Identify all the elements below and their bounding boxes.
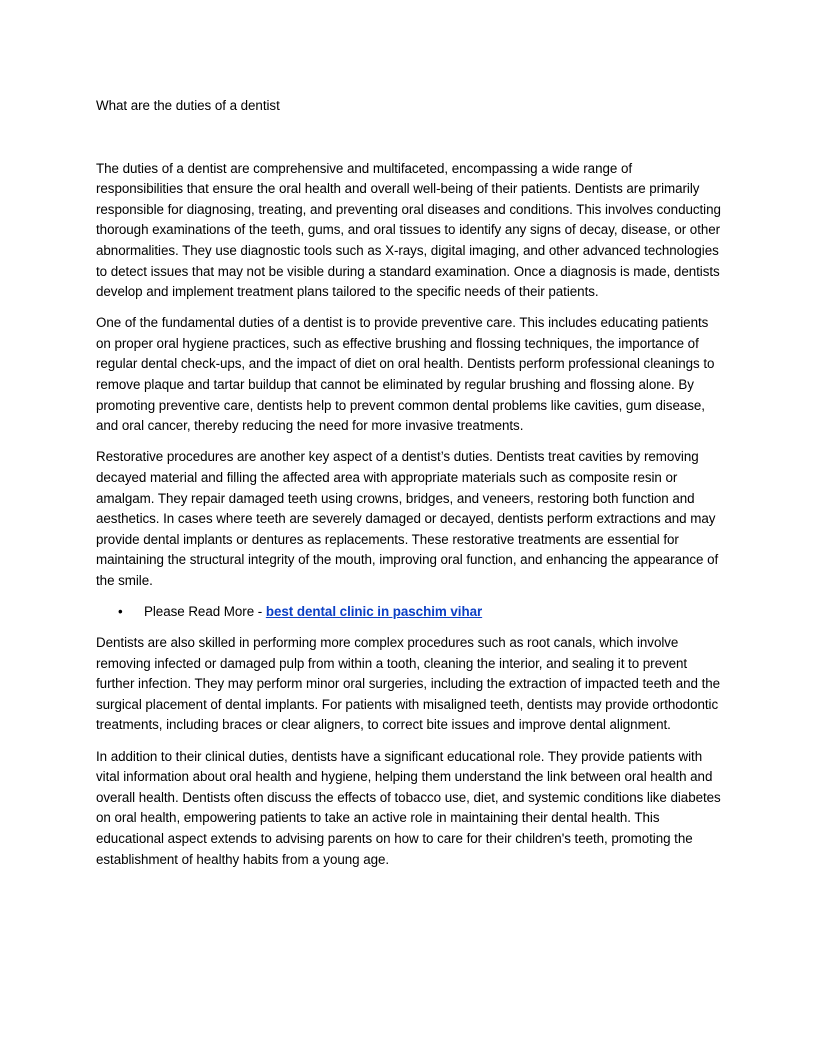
- dental-clinic-link[interactable]: best dental clinic in paschim vihar: [265, 603, 483, 619]
- paragraph-restorative: Restorative procedures are another key aspect of a dentist’s duties. Dentists treat cavities by removing decayed material and filling the affected area with appropriate materials such as composite resin or amalgam. They repair damaged teeth using crowns, bridges, and veneers, restoring both function and aesthetics. In cases where teeth are severely damaged or decayed, dentists perform extractions and may provide dental implants or dentures as replacements. These restorative treatments are essential for maintaining the structural integrity of the mouth, improving oral function, and enhancing the appearance of the smile.: [96, 449, 719, 588]
- paragraph-educational-role: In addition to their clinical duties, dentists have a significant educational role. They provide patients with vital information about oral health and hygiene, helping them understand the link between oral health and overall health. Dentists often discuss the effects of tobacco use, diet, and systemic conditions like diabetes on oral health, empowering patients to take an active role in maintaining their dental health. This educational aspect extends to advising parents on how to care for their children's teeth, promoting the establishment of healthy habits from a young age.: [96, 748, 721, 867]
- paragraph-intro: The duties of a dentist are comprehensive and multifaceted, encompassing a wide range of responsibilities that ensure the oral health and overall well-being of their patients. Dentists are primarily responsible for diagnosing, treating, and preventing oral diseases and conditions. This involves conducting thorough examinations of the teeth, gums, and oral tissues to identify any signs of decay, disease, or other abnormalities. They use diagnostic tools such as X-rays, digital imaging, and other advanced technologies to detect issues that may not be visible during a standard examination. Once a diagnosis is made, dentists develop and implement treatment plans tailored to the specific needs of their patients.: [96, 160, 721, 300]
- read-more-list: [96, 602, 722, 623]
- bullet-icon: •: [118, 603, 123, 619]
- document-title: What are the duties of a dentist: [96, 98, 280, 113]
- paragraph-preventive-care: One of the fundamental duties of a dentist is to provide preventive care. This includes educating patients on proper oral hygiene practices, such as effective brushing and flossing techniques, the importance of regular dental check-ups, and the impact of diet on oral health. Dentists perform professional cleanings to remove plaque and tartar buildup that cannot be eliminated by regular brushing and flossing alone. By promoting preventive care, dentists help to prevent common dental problems like cavities, gum disease, and oral cancer, thereby reducing the need for more invasive treatments.: [96, 315, 715, 434]
- read-more-item: [96, 602, 722, 623]
- read-more-prefix: Please Read More -: [144, 603, 266, 619]
- paragraph-complex-procedures: Dentists are also skilled in performing more complex procedures such as root canals, which involve removing infected or damaged pulp from within a tooth, cleaning the interior, and sealing it to prevent further infection. They may perform minor oral surgeries, including the extraction of impacted teeth and the surgical placement of dental implants. For patients with misaligned teeth, dentists may provide orthodontic treatments, including braces or clear aligners, to correct bite issues and improve dental alignment.: [96, 635, 721, 733]
- document-page: [96, 96, 722, 881]
